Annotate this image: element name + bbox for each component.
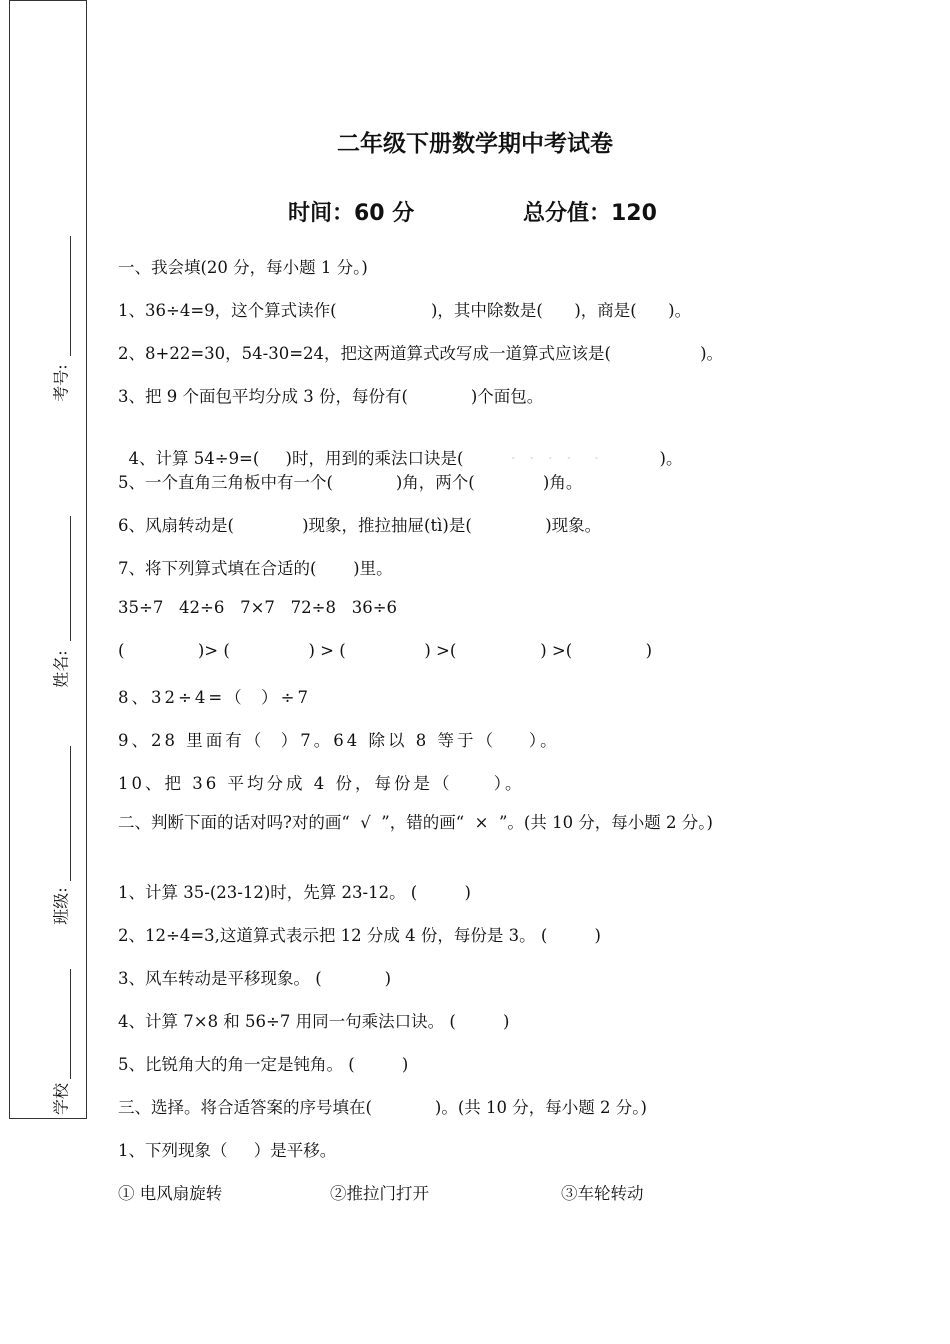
name-line[interactable] — [70, 516, 71, 641]
s1-question-7-expressions: 35÷7 42÷6 7×7 72÷8 36÷6 — [118, 598, 398, 617]
s3-q1-option-3: ③车轮转动 — [561, 1184, 644, 1203]
s2-question-3: 3、风车转动是平移现象。 ( ) — [118, 969, 392, 988]
s1-question-1: 1、36÷4=9，这个算式读作( )，其中除数是( )，商是( )。 — [118, 301, 692, 320]
s3-q1-option-2: ②推拉门打开 — [330, 1184, 429, 1203]
class-label: 班级: — [51, 887, 71, 925]
school-label: 学校 — [51, 1082, 71, 1116]
section3-heading: 三、选择。将合适答案的序号填在( )。(共 10 分，每小题 2 分。) — [118, 1098, 647, 1117]
binding-strip — [9, 0, 87, 1119]
exam-number-line[interactable] — [70, 236, 71, 356]
exam-number-label: 考号: — [51, 364, 71, 402]
s1-question-7: 7、将下列算式填在合适的( )里。 — [118, 559, 393, 578]
s1-question-10: 10、把 36 平均分成 4 份，每份是（ ）。 — [118, 774, 525, 793]
s2-question-1: 1、计算 35-(23-12)时，先算 23-12。 ( ) — [118, 883, 471, 902]
s1-question-4-text: 4、计算 54÷9=( )时，用到的乘法口诀是( — [128, 449, 511, 468]
exam-time: 时间：60 分 — [288, 201, 415, 226]
faint-watermark-dots: · · · · · — [510, 449, 613, 468]
s1-question-7-blanks: ( )> ( ) > ( ) >( ) >( ) — [118, 641, 653, 660]
s1-question-2: 2、8+22=30，54-30=24，把这两道算式改写成一道算式应该是( )。 — [118, 344, 724, 363]
s1-question-5: 5、一个直角三角板中有一个( )角，两个( )角。 — [118, 473, 583, 492]
s1-question-6: 6、风扇转动是( )现象，推拉抽屉(tì)是( )现象。 — [118, 516, 602, 535]
section2-heading: 二、判断下面的话对吗?对的画“ √ ”，错的画“ × ”。(共 10 分，每小题 2 分。) — [118, 813, 713, 832]
section1-heading: 一、我会填(20 分，每小题 1 分。) — [118, 258, 368, 277]
s1-question-3: 3、把 9 个面包平均分成 3 份，每份有( )个面包。 — [118, 387, 544, 406]
s2-question-5: 5、比锐角大的角一定是钝角。 ( ) — [118, 1055, 409, 1074]
exam-title: 二年级下册数学期中考试卷 — [337, 131, 613, 157]
s1-question-4-end: )。 — [612, 449, 683, 468]
s3-q1-option-1: ① 电风扇旋转 — [118, 1184, 223, 1203]
s1-question-9: 9、28 里面有（ ）7。64 除以 8 等于（ ）。 — [118, 731, 560, 750]
s2-question-4: 4、计算 7×8 和 56÷7 用同一句乘法口诀。 ( ) — [118, 1012, 510, 1031]
s1-question-8: 8、32÷4=（ ）÷7 — [118, 688, 311, 707]
s1-question-4 — [118, 426, 683, 469]
s2-question-2: 2、12÷4=3,这道算式表示把 12 分成 4 份，每份是 3。 ( ) — [118, 926, 601, 945]
s3-question-1: 1、下列现象（ ）是平移。 — [118, 1141, 337, 1160]
exam-total-score: 总分值：120 — [523, 201, 657, 226]
name-label: 姓名: — [51, 650, 71, 688]
class-line[interactable] — [70, 746, 71, 881]
school-line[interactable] — [70, 969, 71, 1079]
